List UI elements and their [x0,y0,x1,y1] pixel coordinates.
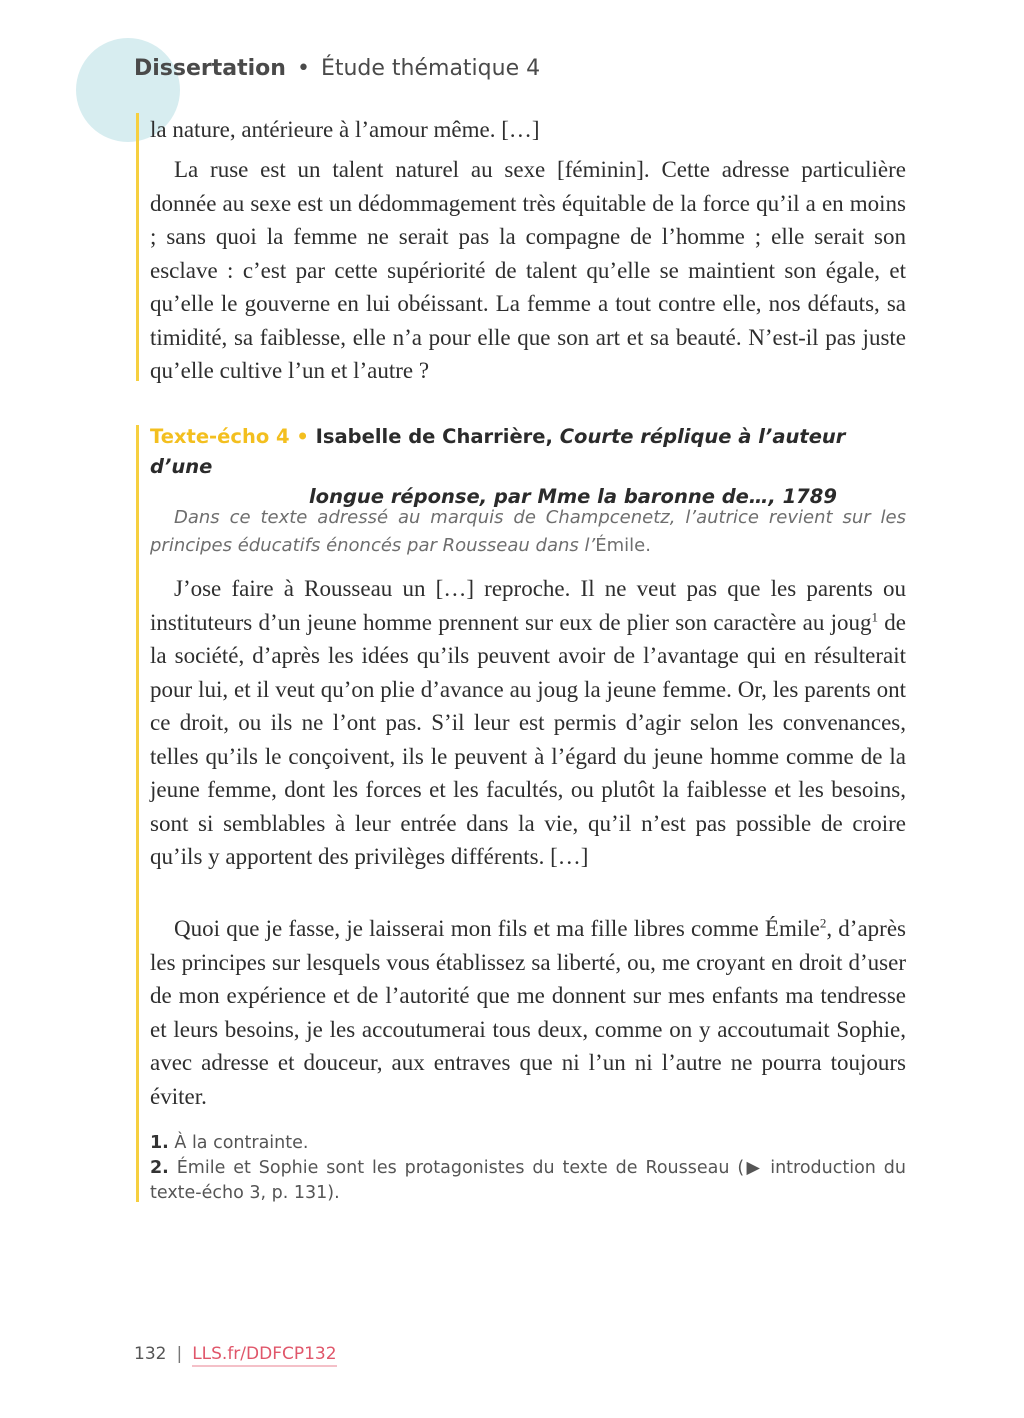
continued-text-line: la nature, antérieure à l’amour même. […] [150,117,540,142]
text-echo-title-line2: longue réponse, par Mme la baronne de…, 1789 [309,485,837,508]
text-echo-introduction [150,504,906,560]
footnote-number: 1. [150,1133,169,1153]
footnotes [150,1131,906,1206]
text-echo-author: Isabelle de Charrière, [315,425,553,448]
page-number: 132 [134,1344,167,1364]
intro-work-title: Émile. [595,535,651,556]
paragraph-ruse: La ruse est un talent naturel au sexe [féminin]. Cette adresse particulière donnée au sexe est un dédommagement très équitable de la force qu’il a en moins ; sans quoi la femme ne serait pas la compagne de l’homme ; elle serait son esclave : c’est par cette supériorité de talent qu’elle se maintient son égale, et qu’elle le gouverne en lui obéissant. La femme a tout contre elle, nos défauts, sa timidité, sa faiblesse, elle n’a pour elle que son art et sa beauté. N’est-il pas juste qu’elle cultive l’un et l’autre ? [150,157,906,383]
footnote-1 [150,1131,906,1156]
text-echo-margin-bar [136,425,139,1202]
text-margin-bar [136,113,139,381]
p2-part-b: , d’après les principes sur lesquels vous établissez sa liberté, ou, me croyant en droit d’user de mon expérience et de l’autorité que me donnent sur mes enfants ma tendresse et leurs besoins, je les accoutumerai tous deux, comme on y accoutumait Sophie, avec adresse et douceur, aux entraves que ni l’un ni l’autre ne pourra toujours éviter. [150,916,906,1109]
footnote-text: Émile et Sophie sont les protagonistes du texte de Rousseau (▶ introduction du texte-écho 3, p. 131). [150,1158,906,1203]
subsection-title: Étude thématique 4 [320,56,541,81]
paragraph-jose [150,572,906,874]
section-title: Dissertation [134,56,286,81]
footer-separator: | [176,1344,183,1364]
resource-link[interactable]: LLS.fr/DDFCP132 [192,1344,336,1367]
paragraph-quoi [150,912,906,1113]
footnote-ref-2[interactable]: 2 [819,915,827,931]
footnote-ref-1[interactable]: 1 [871,608,879,624]
p1-part-b: de la société, d’après les idées qu’ils peuvent avoir de l’avantage qui en résulterait pour lui, et il veut qu’on plie d’avance au joug la jeune femme. Or, les parents ont ce droit, ou ils ne l’ont pas. S’il leur est permis d’agir selon les convenances, telles qu’ils le conçoivent, ils le peuvent à l’égard du jeune homme comme de la jeune femme, dont les forces et les facultés, ou plutôt la faiblesse et les besoins, sont si semblables à leur entrée dans la vie, qu’il n’est pas possible de croire qu’ils y apportent des privilèges différents. […] [150,609,906,869]
page-footer [134,1344,337,1364]
p2-part-a: Quoi que je fasse, je laisserai mon fils et ma fille libres comme Émile [174,916,820,941]
text-echo-title-line1: Courte réplique à l’auteur d’une [150,425,846,478]
p1-part-a: J’ose faire à Rousseau un […] reproche. Il ne veut pas que les parents ou instituteurs d’un jeune homme prennent sur eux de plier son caractère au joug [150,576,906,635]
footnote-number: 2. [150,1158,169,1178]
header-separator: • [296,56,310,81]
intro-text: Dans ce texte adressé au marquis de Champcenetz, l’autrice revient sur les principes éducatifs énoncés par Rousseau dans l’ [150,507,906,556]
running-header [134,56,540,81]
text-echo-label: Texte-écho 4 • [150,425,309,448]
footnote-2 [150,1156,906,1206]
footnote-text: À la contrainte. [174,1133,309,1153]
text-echo-heading [150,422,910,512]
